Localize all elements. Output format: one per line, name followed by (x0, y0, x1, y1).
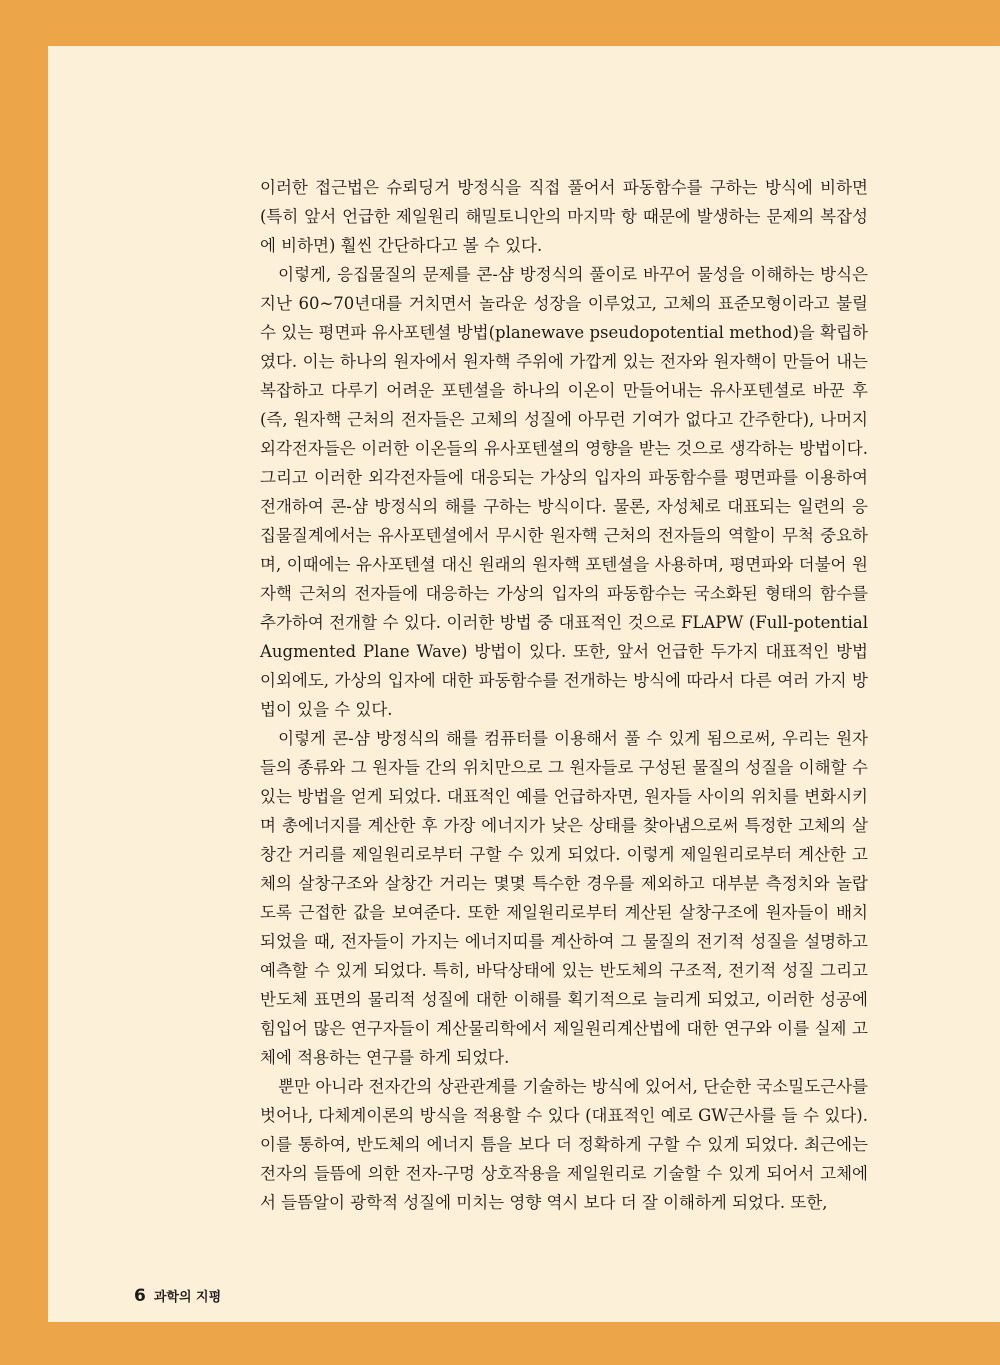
article-body (260, 173, 868, 1217)
page (48, 46, 1000, 1322)
paragraph-3: 이렇게 콘-샴 방정식의 해를 컴퓨터를 이용해서 풀 수 있게 됨으로써, 우리는 원자들의 종류와 그 원자들 간의 위치만으로 그 원자들로 구성된 물질의 성질을 이해할 수 있는 방법을 얻게 되었다. 대표적인 예를 언급하자면, 원자들 사이의 위치를 변화시키며 총에너지를 계산한 후 가장 에너지가 낮은 상태를 찾아냄으로써 특정한 고체의 살창간 거리를 제일원리로부터 구할 수 있게 되었다. 이렇게 제일원리로부터 계산한 고체의 살창구조와 살창간 거리는 몇몇 특수한 경우를 제외하고 대부분 측정치와 놀랍도록 근접한 값을 보여준다. 또한 제일원리로부터 계산된 살창구조에 원자들이 배치되었을 때, 전자들이 가지는 에너지띠를 계산하여 그 물질의 전기적 성질을 설명하고 예측할 수 있게 되었다. 특히, 바닥상태에 있는 반도체의 구조적, 전기적 성질 그리고 반도체 표면의 물리적 성질에 대한 이해를 획기적으로 늘리게 되었고, 이러한 성공에 힘입어 많은 연구자들이 계산물리학에서 제일원리계산법에 대한 연구와 이를 실제 고체에 적용하는 연구를 하게 되었다. (260, 729, 868, 1067)
page-number: 6 (134, 1286, 146, 1306)
journal-title: 과학의 지평 (153, 1290, 222, 1305)
paragraph-1: 이러한 접근법은 슈뢰딩거 방정식을 직접 풀어서 파동함수를 구하는 방식에 비하면 (특히 앞서 언급한 제일원리 해밀토니안의 마지막 항 때문에 발생하는 문제의 복잡성에 비하면) 훨씬 간단하다고 볼 수 있다. (260, 178, 868, 255)
paragraph-2: 이렇게, 응집물질의 문제를 콘-샴 방정식의 풀이로 바꾸어 물성을 이해하는 방식은 지난 60~70년대를 거치면서 놀라운 성장을 이루었고, 고체의 표준모형이라고 불릴 수 있는 평면파 유사포텐셜 방법(planewave pseudopotential method)을 확립하였다. 이는 하나의 원자에서 원자핵 주위에 가깝게 있는 전자와 원자핵이 만들어 내는 복잡하고 다루기 어려운 포텐셜을 하나의 이온이 만들어내는 유사포텐셜로 바꾼 후 (즉, 원자핵 근처의 전자들은 고체의 성질에 아무런 기여가 없다고 간주한다), 나머지 외각전자들은 이러한 이온들의 유사포텐셜의 영향을 받는 것으로 생각하는 방법이다. 그리고 이러한 외각전자들에 대응되는 가상의 입자의 파동함수를 평면파를 이용하여 전개하여 콘-샴 방정식의 해를 구하는 방식이다. 물론, 자성체로 대표되는 일련의 응집물질계에서는 유사포텐셜에서 무시한 원자핵 근처의 전자들의 역할이 무척 중요하며, 이때에는 유사포텐셜 대신 원래의 원자핵 포텐셜을 사용하며, 평면파와 더불어 원자핵 근처의 전자들에 대응하는 가상의 입자의 파동함수는 국소화된 형태의 함수를 추가하여 전개할 수 있다. 이러한 방법 중 대표적인 것으로 FLAPW (Full-potential Augmented Plane Wave) 방법이 있다. 또한, 앞서 언급한 두가지 대표적인 방법 이외에도, 가상의 입자에 대한 파동함수를 전개하는 방식에 따라서 다른 여러 가지 방법이 있을 수 있다. (260, 265, 868, 719)
page-footer (134, 1286, 221, 1308)
paragraph-4: 뿐만 아니라 전자간의 상관관계를 기술하는 방식에 있어서, 단순한 국소밀도근사를 벗어나, 다체계이론의 방식을 적용할 수 있다 (대표적인 예로 GW근사를 들 수 있다). 이를 통하여, 반도체의 에너지 틈을 보다 더 정확하게 구할 수 있게 되었다. 최근에는 전자의 들뜸에 의한 전자-구멍 상호작용을 제일원리로 기술할 수 있게 되어서 고체에서 들뜸알이 광학적 성질에 미치는 영향 역시 보다 더 잘 이해하게 되었다. 또한, (260, 1077, 868, 1212)
